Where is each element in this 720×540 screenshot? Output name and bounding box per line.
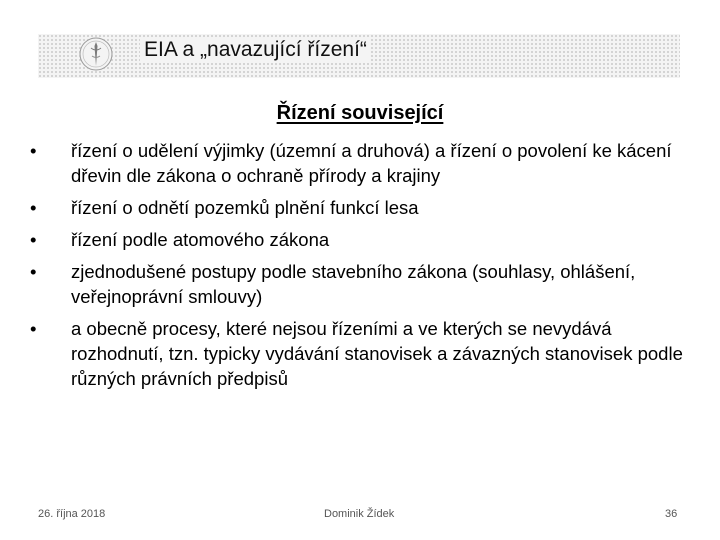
bullet-dot-icon: • <box>30 197 37 218</box>
university-seal-icon <box>78 36 114 72</box>
list-item: • a obecně procesy, které nejsou řízeními a ve kterých se nevydává rozhodnutí, tzn. typicky vydávání stanovisek a závazných stanovisek podle různých právních předpisů <box>30 318 683 389</box>
bullet-dot-icon: • <box>30 229 37 250</box>
bullet-dot-icon: • <box>30 318 37 339</box>
list-item: • řízení podle atomového zákona <box>30 229 330 250</box>
footer-date: 26. října 2018 <box>38 508 106 520</box>
slide-title: EIA a „navazující řízení“ <box>140 38 371 62</box>
bullet-list <box>30 138 690 398</box>
section-heading: Řízení související <box>276 102 444 124</box>
page-number: 36 <box>665 508 678 520</box>
footer-author: Dominik Žídek <box>324 508 395 520</box>
list-item: • zjednodušené postupy podle stavebního zákona (souhlasy, ohlášení, veřejnoprávní smlouvy) <box>30 261 636 307</box>
bullet-dot-icon: • <box>30 261 37 282</box>
list-item: • řízení o udělení výjimky (územní a druhová) a řízení o povolení ke kácení dřevin dle zákona o ochraně přírody a krajiny <box>30 140 672 186</box>
list-item: • řízení o odnětí pozemků plnění funkcí lesa <box>30 197 419 218</box>
bullet-dot-icon: • <box>30 140 37 161</box>
